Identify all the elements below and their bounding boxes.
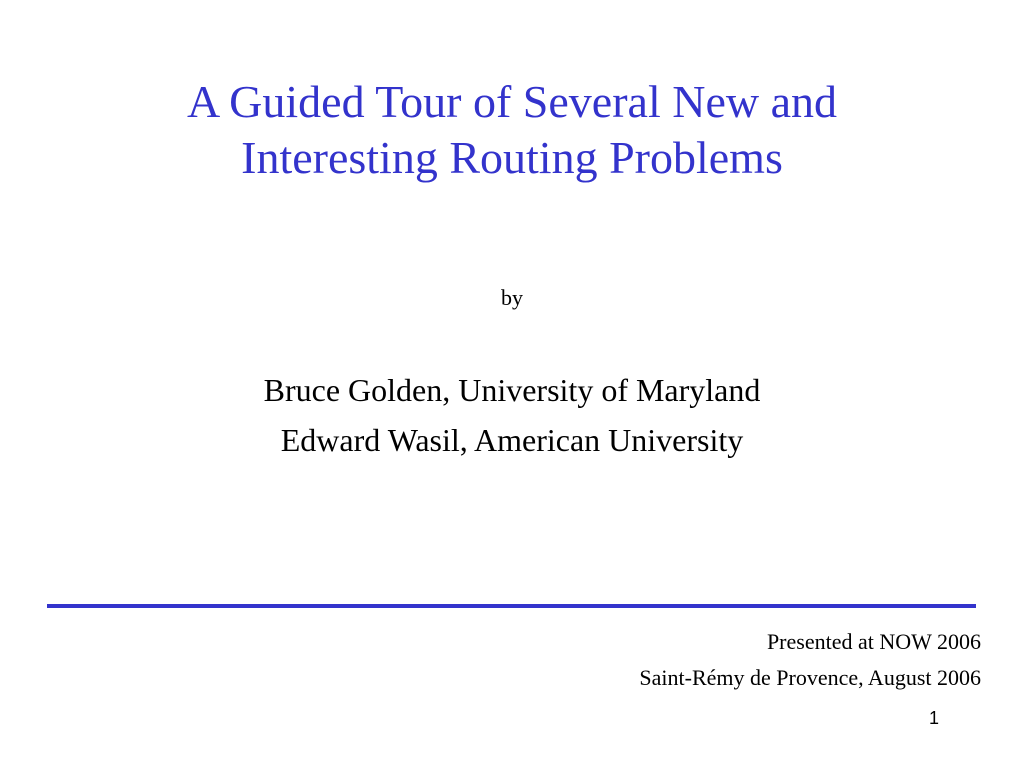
slide-title (0, 74, 1024, 186)
title-line-1: A Guided Tour of Several New and (187, 76, 837, 127)
presentation-info (639, 624, 981, 696)
author-bruce-golden: Bruce Golden, University of Maryland (263, 372, 761, 408)
title-line-2: Interesting Routing Problems (241, 132, 783, 183)
by-label: by (501, 285, 523, 310)
page-number: 1 (928, 708, 939, 728)
author-edward-wasil: Edward Wasil, American University (280, 422, 744, 458)
horizontal-divider (47, 604, 976, 608)
venue-date-line: Saint-Rémy de Provence, August 2006 (639, 665, 981, 690)
presented-at-line: Presented at NOW 2006 (766, 629, 981, 654)
author-list (0, 370, 1024, 470)
